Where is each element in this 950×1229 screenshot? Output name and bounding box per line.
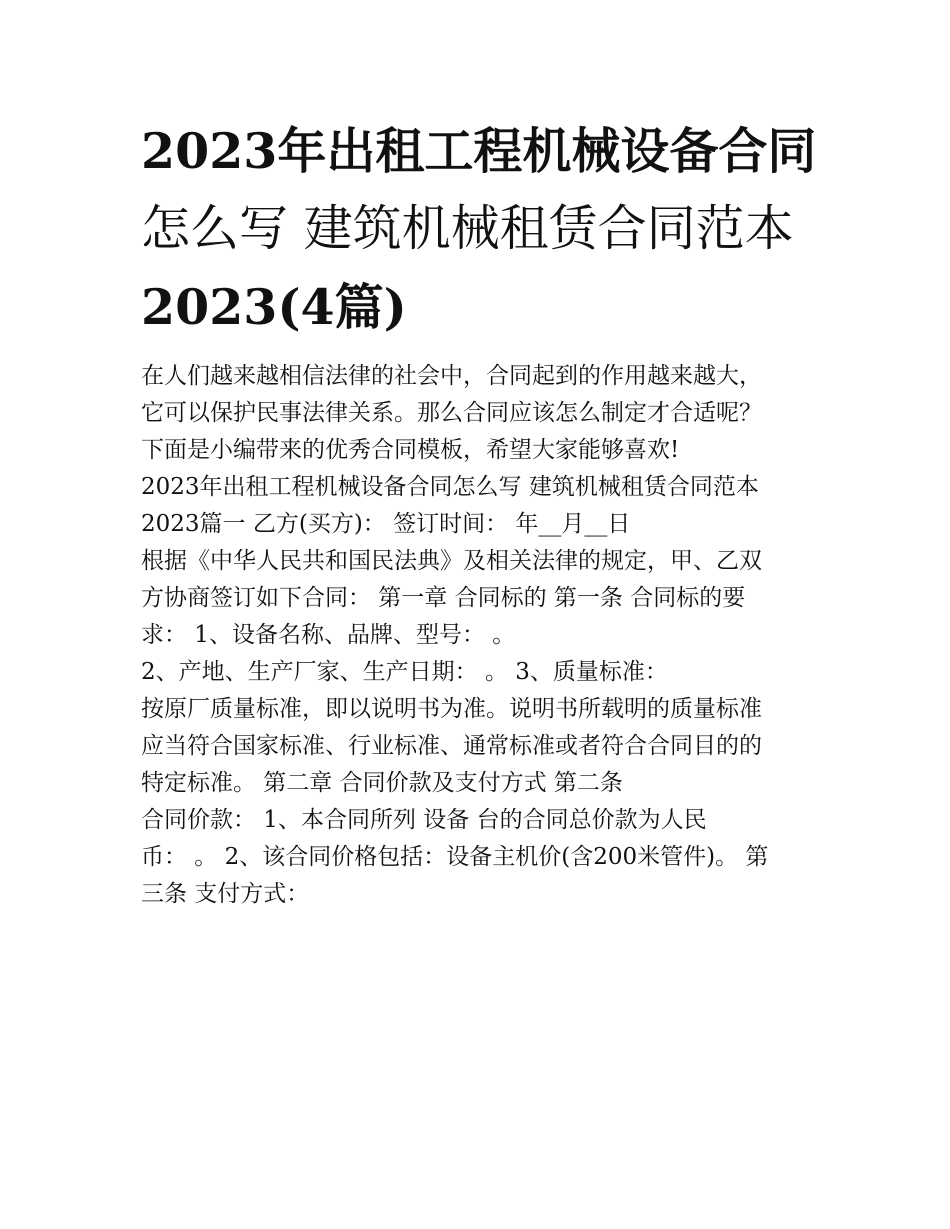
- body-line: 特定标准。 第二章 合同价款及支付方式 第二条: [141, 770, 623, 796]
- body-line: 它可以保护民事法律关系。那么合同应该怎么制定才合适呢？: [141, 400, 762, 426]
- title-line-3: 2023(4篇): [141, 278, 407, 336]
- document-title: [141, 112, 821, 346]
- body-line: 应当符合国家标准、行业标准、通常标准或者符合合同目的的: [141, 733, 762, 759]
- body-line: 在人们越来越相信法律的社会中，合同起到的作用越来越大，: [141, 363, 762, 389]
- body-line: 按原厂质量标准，即以说明书为准。说明书所载明的质量标准: [141, 696, 762, 722]
- body-line: 合同价款： 1、本合同所列 设备 台的合同总价款为人民: [141, 807, 707, 833]
- body-line: 2023年出租工程机械设备合同怎么写 建筑机械租赁合同范本: [141, 474, 759, 500]
- title-line-2: 怎么写 建筑机械租赁合同范本: [141, 200, 794, 257]
- body-line: 下面是小编带来的优秀合同模板，希望大家能够喜欢!: [141, 437, 680, 463]
- document-body: [141, 358, 831, 913]
- title-line-1: 2023年出租工程机械设备合同: [141, 122, 817, 180]
- body-line: 求： 1、设备名称、品牌、型号： 。: [141, 622, 516, 648]
- body-line: 2、产地、生产厂家、生产日期： 。 3、质量标准：: [141, 659, 668, 685]
- body-line: 根据《中华人民共和国民法典》及相关法律的规定，甲、乙双: [141, 548, 762, 574]
- body-line: 方协商签订如下合同： 第一章 合同标的 第一条 合同标的要: [141, 585, 746, 611]
- body-line: 三条 支付方式：: [141, 881, 310, 907]
- body-line: 2023篇一 乙方(买方)： 签订时间： 年__月__日: [141, 511, 631, 537]
- body-line: 币： 。 2、该合同价格包括：设备主机价(含200米管件)。 第: [141, 844, 769, 870]
